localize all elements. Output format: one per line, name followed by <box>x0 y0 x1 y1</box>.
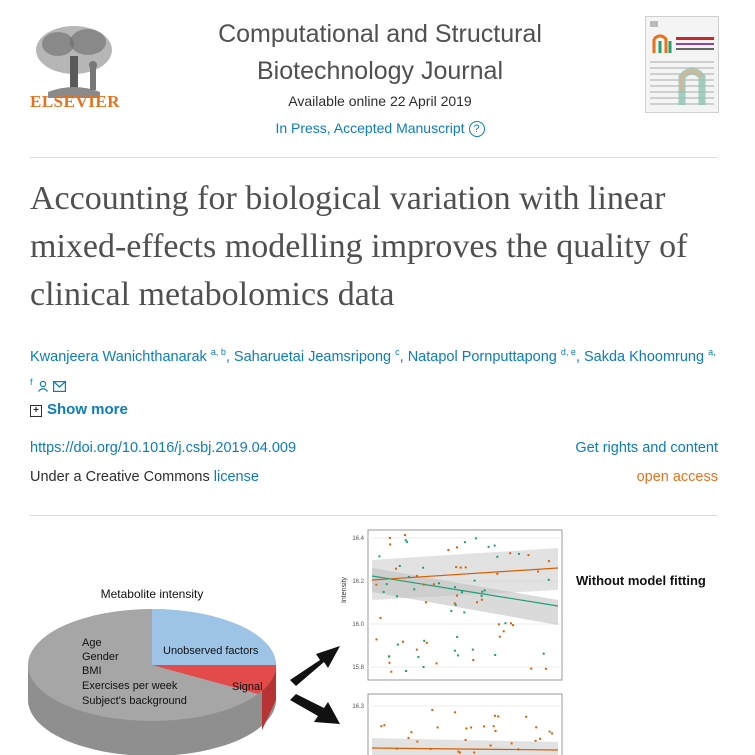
scatter-point <box>375 584 377 586</box>
scatter-point <box>475 537 477 539</box>
scatter-point <box>539 738 541 740</box>
license-prefix: Under a Creative Commons <box>30 469 214 485</box>
scatter-point <box>481 591 483 593</box>
scatter-point <box>396 748 398 750</box>
tick-label: 16.4 <box>352 536 364 542</box>
scatter-point <box>465 728 467 730</box>
available-online-date: Available online 22 April 2019 <box>288 93 472 109</box>
author-affiliation[interactable]: a, b <box>210 347 226 357</box>
journal-cover-thumbnail[interactable] <box>645 16 719 113</box>
author-link[interactable]: Saharuetai Jeamsripong <box>233 348 392 365</box>
scatter-point <box>423 640 425 642</box>
author-link[interactable]: Natapol Pornputtapong <box>407 348 557 365</box>
tick-label: 16.0 <box>352 622 364 628</box>
scatter-point <box>404 534 406 536</box>
scatter-point <box>470 727 472 729</box>
journal-title-line1: Computational and Structural <box>218 20 542 48</box>
scatter-point <box>512 624 514 626</box>
scatter-point <box>425 601 427 603</box>
tick-label: 16.3 <box>352 704 364 710</box>
pie-label-background: Subject's background <box>82 695 187 707</box>
scatter-point <box>464 541 466 543</box>
scatter-point <box>499 636 501 638</box>
scatter-point <box>456 636 458 638</box>
scatter-point <box>474 580 476 582</box>
scatter-point <box>405 539 407 541</box>
rights-link[interactable]: Get rights and content <box>575 440 718 456</box>
scatter-point <box>497 715 499 717</box>
pie-label-signal: Signal <box>232 681 263 693</box>
scatter-point <box>423 584 425 586</box>
scatter-point <box>535 726 537 728</box>
pie-label-age: Age <box>82 637 102 649</box>
scatter-point <box>494 654 496 656</box>
scatter-point <box>551 732 553 734</box>
author-affiliation[interactable]: c <box>395 347 400 357</box>
person-icon[interactable] <box>37 380 49 392</box>
scatter-point <box>455 566 457 568</box>
scatter-point <box>465 566 467 568</box>
scatter-point <box>537 571 539 573</box>
scatter-point <box>495 730 497 732</box>
scatter-point <box>454 586 456 588</box>
author-affiliation[interactable]: a, f <box>30 347 716 387</box>
help-icon[interactable]: ? <box>469 121 485 137</box>
license-link[interactable]: license <box>213 469 259 485</box>
scatter-point <box>433 583 435 585</box>
scatter-point <box>376 638 378 640</box>
arrow-up-icon <box>290 646 340 686</box>
scatter-point <box>549 731 551 733</box>
scatter-point <box>379 617 381 619</box>
scatter-point <box>511 742 513 744</box>
author-affiliation[interactable]: d, e <box>560 347 576 357</box>
scatter-point <box>383 724 385 726</box>
open-access-badge: open access <box>636 469 718 485</box>
scatter-point <box>386 583 388 585</box>
scatter-point <box>378 555 380 557</box>
scatter-point <box>459 752 461 754</box>
arrow-down-icon <box>290 694 340 724</box>
scatter-point <box>410 731 412 733</box>
scatter-point <box>494 545 496 547</box>
scatter-point <box>436 662 438 664</box>
scatter-point <box>390 671 392 673</box>
scatter-point <box>498 623 500 625</box>
scatter-point <box>496 573 498 575</box>
scatter-point <box>447 549 449 551</box>
in-press-status[interactable] <box>150 120 610 137</box>
scatter-point <box>518 553 520 555</box>
show-more-label: Show more <box>47 401 128 418</box>
scatter-point <box>438 582 440 584</box>
scatter-point <box>450 610 452 612</box>
scatter-point <box>503 630 505 632</box>
author-list: Kwanjeera Wanichthanarak $^{a, b}$, Saharuetai Jeamsripong $^c$, Natapol Pornputtapong $^{d, e}$, Sakda Khoomrung $^{a, f}$ <box>30 340 720 400</box>
scatter-point <box>528 554 530 556</box>
scatter-point <box>543 653 545 655</box>
show-more-button[interactable] <box>30 401 128 418</box>
scatter-point <box>493 725 495 727</box>
scatter-point <box>494 715 496 717</box>
scatter-point <box>388 656 390 658</box>
scatter-point <box>417 656 419 658</box>
scatter-point <box>454 602 456 604</box>
scatter-point <box>472 659 474 661</box>
scatter-point <box>490 745 492 747</box>
scatter-point <box>396 595 398 597</box>
scatter-point <box>383 591 385 593</box>
scatter-point <box>454 650 456 652</box>
without-model-label: Without model fitting <box>576 573 706 588</box>
scatter-point <box>530 668 532 670</box>
scatter-point <box>465 739 467 741</box>
plus-icon: + <box>30 405 42 417</box>
scatter-point <box>473 752 475 754</box>
y-axis-label: Intensity <box>341 576 348 604</box>
scatter-point <box>457 654 459 656</box>
scatter-point <box>488 546 490 548</box>
scatter-point <box>422 567 424 569</box>
scatter-point <box>535 740 537 742</box>
scatter-point <box>510 622 512 624</box>
scatter-point <box>416 575 418 577</box>
scatter-point <box>426 642 428 644</box>
scatter-point <box>476 601 478 603</box>
scatter-point <box>405 670 407 672</box>
scatter-point <box>517 748 519 750</box>
scatter-point <box>463 611 465 613</box>
scatter-point <box>416 741 418 743</box>
graphical-abstract[interactable] <box>0 515 755 755</box>
pie-label-gender: Gender <box>82 651 119 663</box>
scatter-point <box>408 737 410 739</box>
scatter-point <box>461 591 463 593</box>
scatter-point <box>483 725 485 727</box>
scatter-point <box>389 662 391 664</box>
scatter-point <box>454 711 456 713</box>
scatter-point <box>389 537 391 539</box>
scatter-point <box>397 644 399 646</box>
in-press-link[interactable]: In Press, Accepted Manuscript <box>275 120 465 136</box>
scatter-point <box>456 546 458 548</box>
scatter-point <box>545 668 547 670</box>
scatter-point <box>456 595 458 597</box>
scatter-point <box>481 595 483 597</box>
doi-link[interactable]: https://doi.org/10.1016/j.csbj.2019.04.009 <box>30 440 297 456</box>
scatter-point <box>481 599 483 601</box>
scatter-point <box>389 543 391 545</box>
scatter-point <box>430 748 432 750</box>
scatter-point <box>431 709 433 711</box>
pie-title: Metabolite intensity <box>100 587 204 601</box>
pie-label-bmi: BMI <box>82 665 102 677</box>
scatter-point <box>399 565 401 567</box>
tick-label: 16.2 <box>352 579 364 585</box>
scatter-point <box>509 552 511 554</box>
journal-title[interactable] <box>150 16 610 90</box>
journal-title-line2: Biotechnology Journal <box>257 57 503 85</box>
scatter-point <box>395 568 397 570</box>
scatter-point <box>423 666 425 668</box>
scatter-point <box>437 726 439 728</box>
scatter-point <box>505 622 507 624</box>
scatter-point <box>413 588 415 590</box>
scatter-point <box>484 589 486 591</box>
envelope-icon[interactable] <box>53 381 66 392</box>
article-title: Accounting for biological variation with linear mixed-effects modelling improves the quality of clinical metabolomics data <box>30 180 688 313</box>
publisher-wordmark: ELSEVIER <box>30 92 120 111</box>
tick-label: 15.8 <box>352 665 364 671</box>
license-statement <box>30 469 259 485</box>
scatter-point <box>380 725 382 727</box>
pie-label-exercise: Exercises per week <box>82 680 178 692</box>
scatter-point <box>402 641 404 643</box>
scatter-point <box>416 649 418 651</box>
scatter-point <box>472 649 474 651</box>
scatter-point <box>496 556 498 558</box>
author-link[interactable]: Sakda Khoomrung <box>583 348 705 365</box>
header-divider <box>30 157 717 158</box>
scatter-point <box>548 560 550 562</box>
scatter-point <box>548 579 550 581</box>
author-link[interactable]: Kwanjeera Wanichthanarak <box>30 348 207 365</box>
scatter-point <box>408 576 410 578</box>
scatter-point <box>460 567 462 569</box>
scatter-point <box>525 716 527 718</box>
pie-label-unobserved: Unobserved factors <box>163 645 259 657</box>
